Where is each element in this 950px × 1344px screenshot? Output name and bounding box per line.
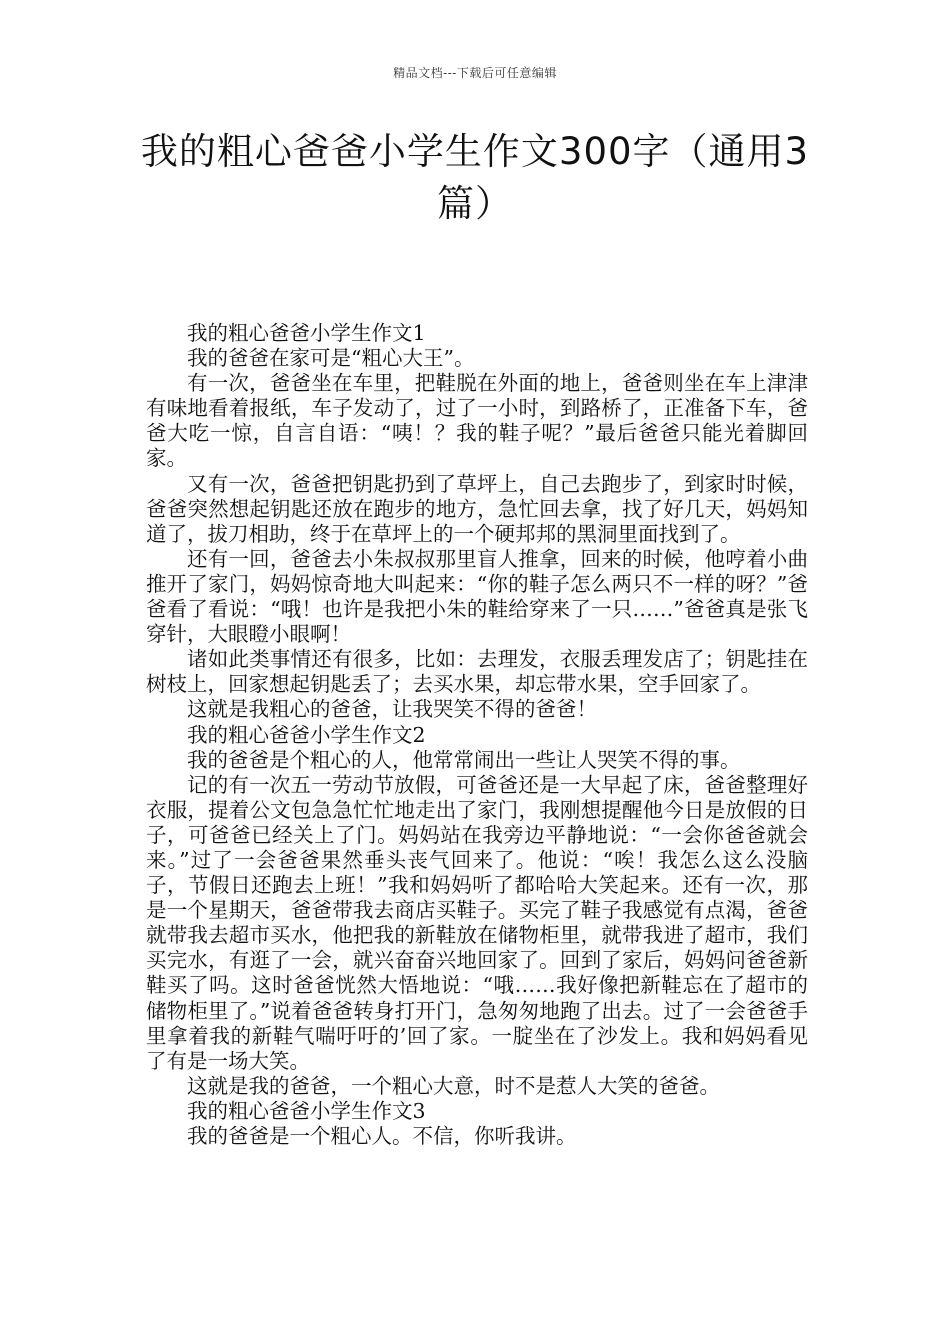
header-note: 精品文档---下载后可任意编辑 <box>393 66 557 80</box>
document-body <box>146 321 808 1149</box>
paragraph: 还有一回，爸爸去小朱叔叔那里盲人推拿，回来的时候，他哼着小曲推开了家门，妈妈惊奇地大叫起来：“你的鞋子怎么两只不一样的呀？”爸爸看了看说：“哦！也许是我把小朱的鞋给穿来了一只……”爸爸真是张飞穿针，大眼瞪小眼啊！ <box>146 546 808 647</box>
paragraph: 我的爸爸是个粗心的人，他常常闹出一些让人哭笑不得的事。 <box>187 747 741 772</box>
paragraph: 这就是我粗心的爸爸，让我哭笑不得的爸爸！ <box>187 697 597 722</box>
paragraph: 这就是我的爸爸，一个粗心大意，时不是惹人大笑的爸爸。 <box>187 1073 720 1098</box>
paragraph: 又有一次，爸爸把钥匙扔到了草坪上，自己去跑步了，到家时时候，爸爸突然想起钥匙还放在跑步的地方，急忙回去拿，找了好几天，妈妈知道了，拔刀相助，终于在草坪上的一个硬邦邦的黑洞里面找到了。 <box>146 471 808 546</box>
paragraph: 记的有一次五一劳动节放假，可爸爸还是一大早起了床，爸爸整理好衣服，提着公文包急急忙忙地走出了家门，我刚想提醒他今日是放假的日子，可爸爸已经关上了门。妈妈站在我旁边平静地说：“一会你爸爸就会来。”过了一会爸爸果然垂头丧气回来了。他说：“唉！我怎么这么没脑子，节假日还跑去上班！”我和妈妈听了都哈哈大笑起来。还有一次，那是一个星期天，爸爸带我去商店买鞋子。买完了鞋子我感觉有点渴，爸爸就带我去超市买水，他把我的新鞋放在储物柜里，就带我进了超市，我们买完水，有逛了一会，就兴奋奋兴地回家了。回到了家后，妈妈问爸爸新鞋买了吗。这时爸爸恍然大悟地说：“哦……我好像把新鞋忘在了超市的储物柜里了。”说着爸爸转身打开门，急匆匆地跑了出去。过了一会爸爸手里拿着我的新鞋气喘吁吁的’回了家。一腚坐在了沙发上。我和妈妈看见了有是一场大笑。 <box>146 772 808 1073</box>
essay-heading-2: 我的粗心爸爸小学生作文2 <box>187 722 426 747</box>
essay-heading-3: 我的粗心爸爸小学生作文3 <box>187 1098 426 1123</box>
paragraph: 我的爸爸在家可是“粗心大王”。 <box>187 346 475 371</box>
paragraph: 诸如此类事情还有很多，比如：去理发，衣服丢理发店了；钥匙挂在树枝上，回家想起钥匙丢了；去买水果，却忘带水果，空手回家了。 <box>146 647 808 697</box>
paragraph: 我的爸爸是一个粗心人。不信，你听我讲。 <box>187 1124 577 1148</box>
document-title: 我的粗心爸爸小学生作文300字（通用3篇） <box>140 130 810 225</box>
essay-heading-1: 我的粗心爸爸小学生作文1 <box>187 321 426 345</box>
paragraph: 有一次，爸爸坐在车里，把鞋脱在外面的地上，爸爸则坐在车上津津有味地看着报纸，车子发动了，过了一小时，到路桥了，正准备下车，爸爸大吃一惊，自言自语：“咦！？我的鞋子呢？”最后爸爸只能光着脚回家。 <box>146 371 808 471</box>
